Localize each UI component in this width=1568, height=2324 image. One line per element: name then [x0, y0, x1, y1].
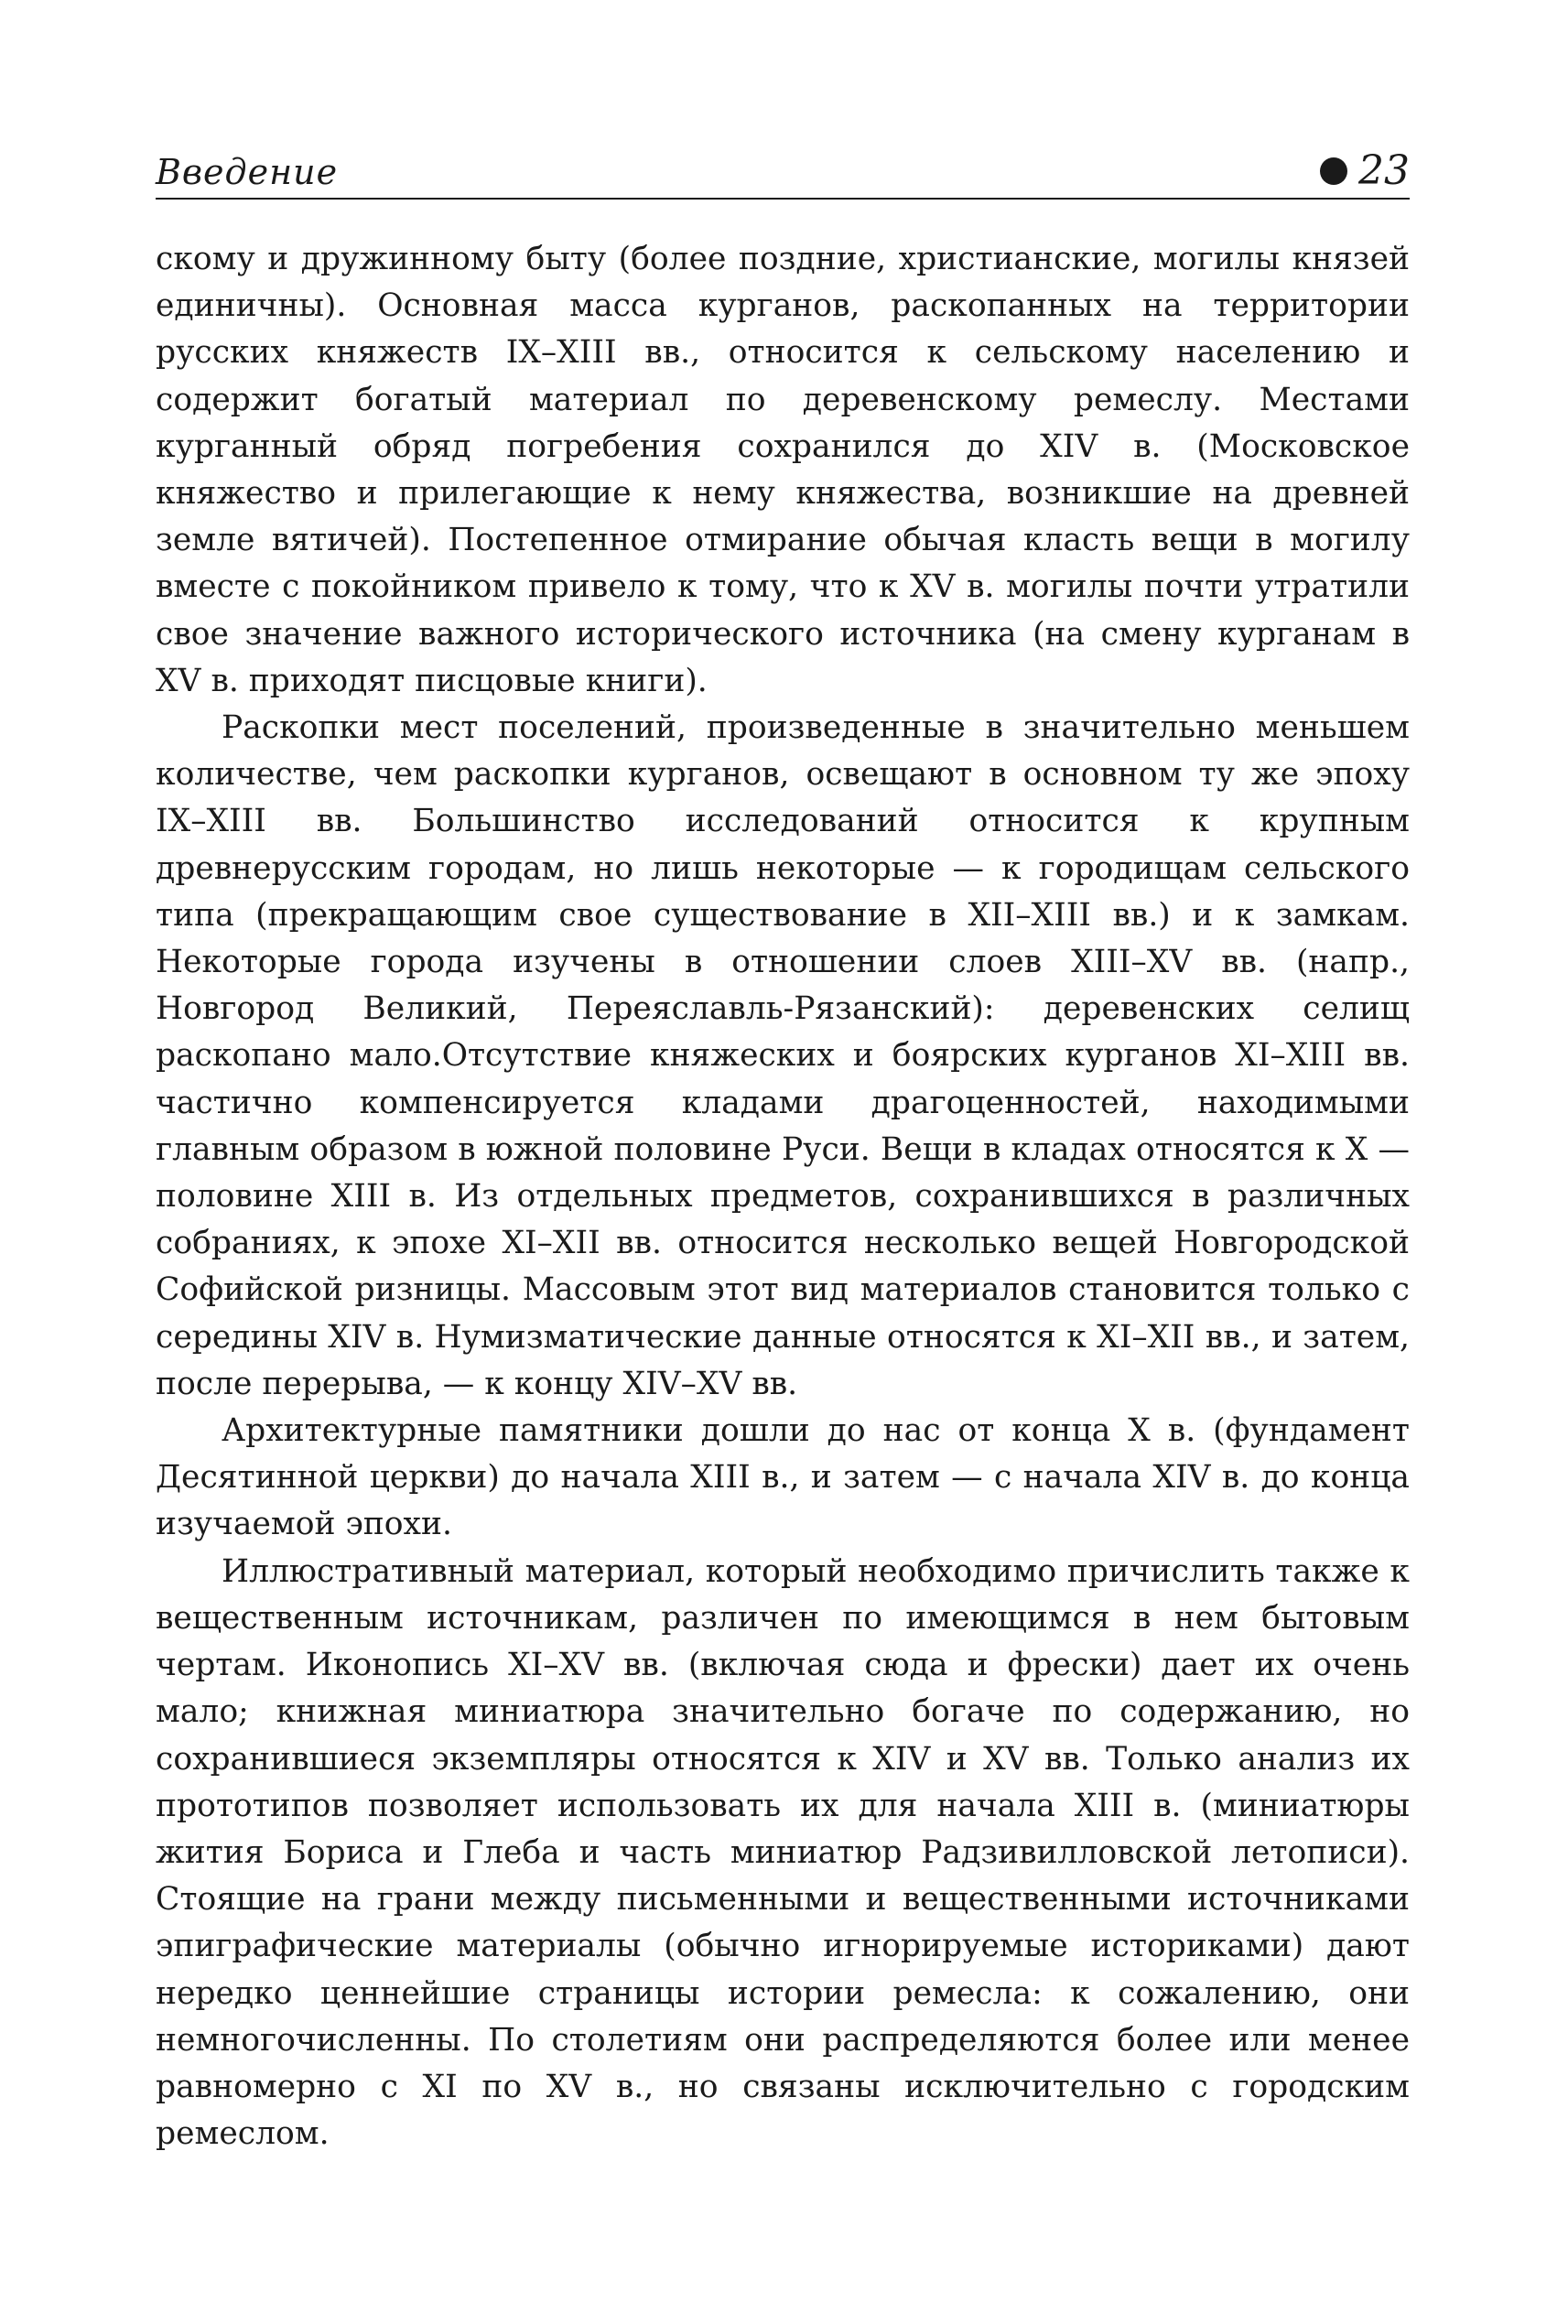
paragraph-illustrative: Иллюстративный материал, который необходимо причислить также к вещественным источникам, различен по имеющимся в нем бытовым чертам. Иконопись XI–XV вв. (включая сюда и фрески) дает их очень мало; книжная миниатюра значительно богаче по содержанию, но сохранившиеся экземпляры относятся к XIV и XV вв. Только анализ их прототипов позволяет использовать их для начала XIII в. (миниатюры жития Бориса и Глеба и часть миниатюр Радзивилловской летописи). Стоящие на грани между письменными и вещественными источниками эпиграфические материалы (обычно игнорируемые историками) дают нередко ценнейшие страницы истории ремесла: к сожалению, они немногочисленны. По столетиям они распределяются более или менее равномерно с XI по XV в., но связаны исключительно с городским ремеслом. — [156, 1552, 1410, 2153]
page-number: 23 — [1358, 147, 1410, 194]
paragraph-architecture: Архитектурные памятники дошли до нас от конца X в. (фундамент Десятинной церкви) до начала XIII в., и затем — с начала XIV в. до конца изучаемой эпохи. — [156, 1412, 1410, 1543]
paragraph-continuation: скому и дружинному быту (более поздние, христианские, могилы князей единичны). Основная масса курганов, раскопанных на территории русских княжеств IX–XIII вв., относится к сельскому населению и содержит богатый материал по деревенскому ремеслу. Местами курганный обряд погребения сохранился до XIV в. (Московское княжество и прилегающие к нему княжества, возникшие на древней земле вятичей). Постепенное отмирание обычая класть вещи в могилу вместе с покойником привело к тому, что к XV в. могилы почти утратили свое значение важного исторического источника (на смену курганам в XV в. приходят писцовые книги). — [156, 241, 1410, 699]
section-title: Введение — [156, 152, 339, 192]
body-text — [156, 236, 1410, 2157]
page-number-block — [1320, 147, 1410, 194]
bullet-icon — [1320, 157, 1347, 185]
paragraph-settlements: Раскопки мест поселений, произведенные в значительно меньшем количестве, чем раскопки курганов, освещают в основном ту же эпоху IX–XIII вв. Большинство исследований относится к крупным древнерусским городам, но лишь некоторые — к городищам сельского типа (прекращающим свое существование в XII–XIII вв.) и к замкам. Некоторые города изучены в отношении слоев XIII–XV вв. (напр., Новгород Великий, Переяславль-Рязанский): деревенских селищ раскопано мало.Отсутствие княжеских и боярских курганов XI–XIII вв. частично компенсируется кладами драгоценностей, находимыми главным образом в южной половине Руси. Вещи в кладах относятся к X — половине XIII в. Из отдельных предметов, сохранившихся в различных собраниях, к эпохе XI–XII вв. относится несколько вещей Новгородской Софийской ризницы. Массовым этот вид материалов становится только с середины XIV в. Нумизматические данные относятся к XI–XII вв., и затем, после перерыва, — к концу XIV–XV вв. — [156, 709, 1410, 1402]
book-page — [156, 146, 1410, 2157]
running-header — [156, 146, 1410, 200]
